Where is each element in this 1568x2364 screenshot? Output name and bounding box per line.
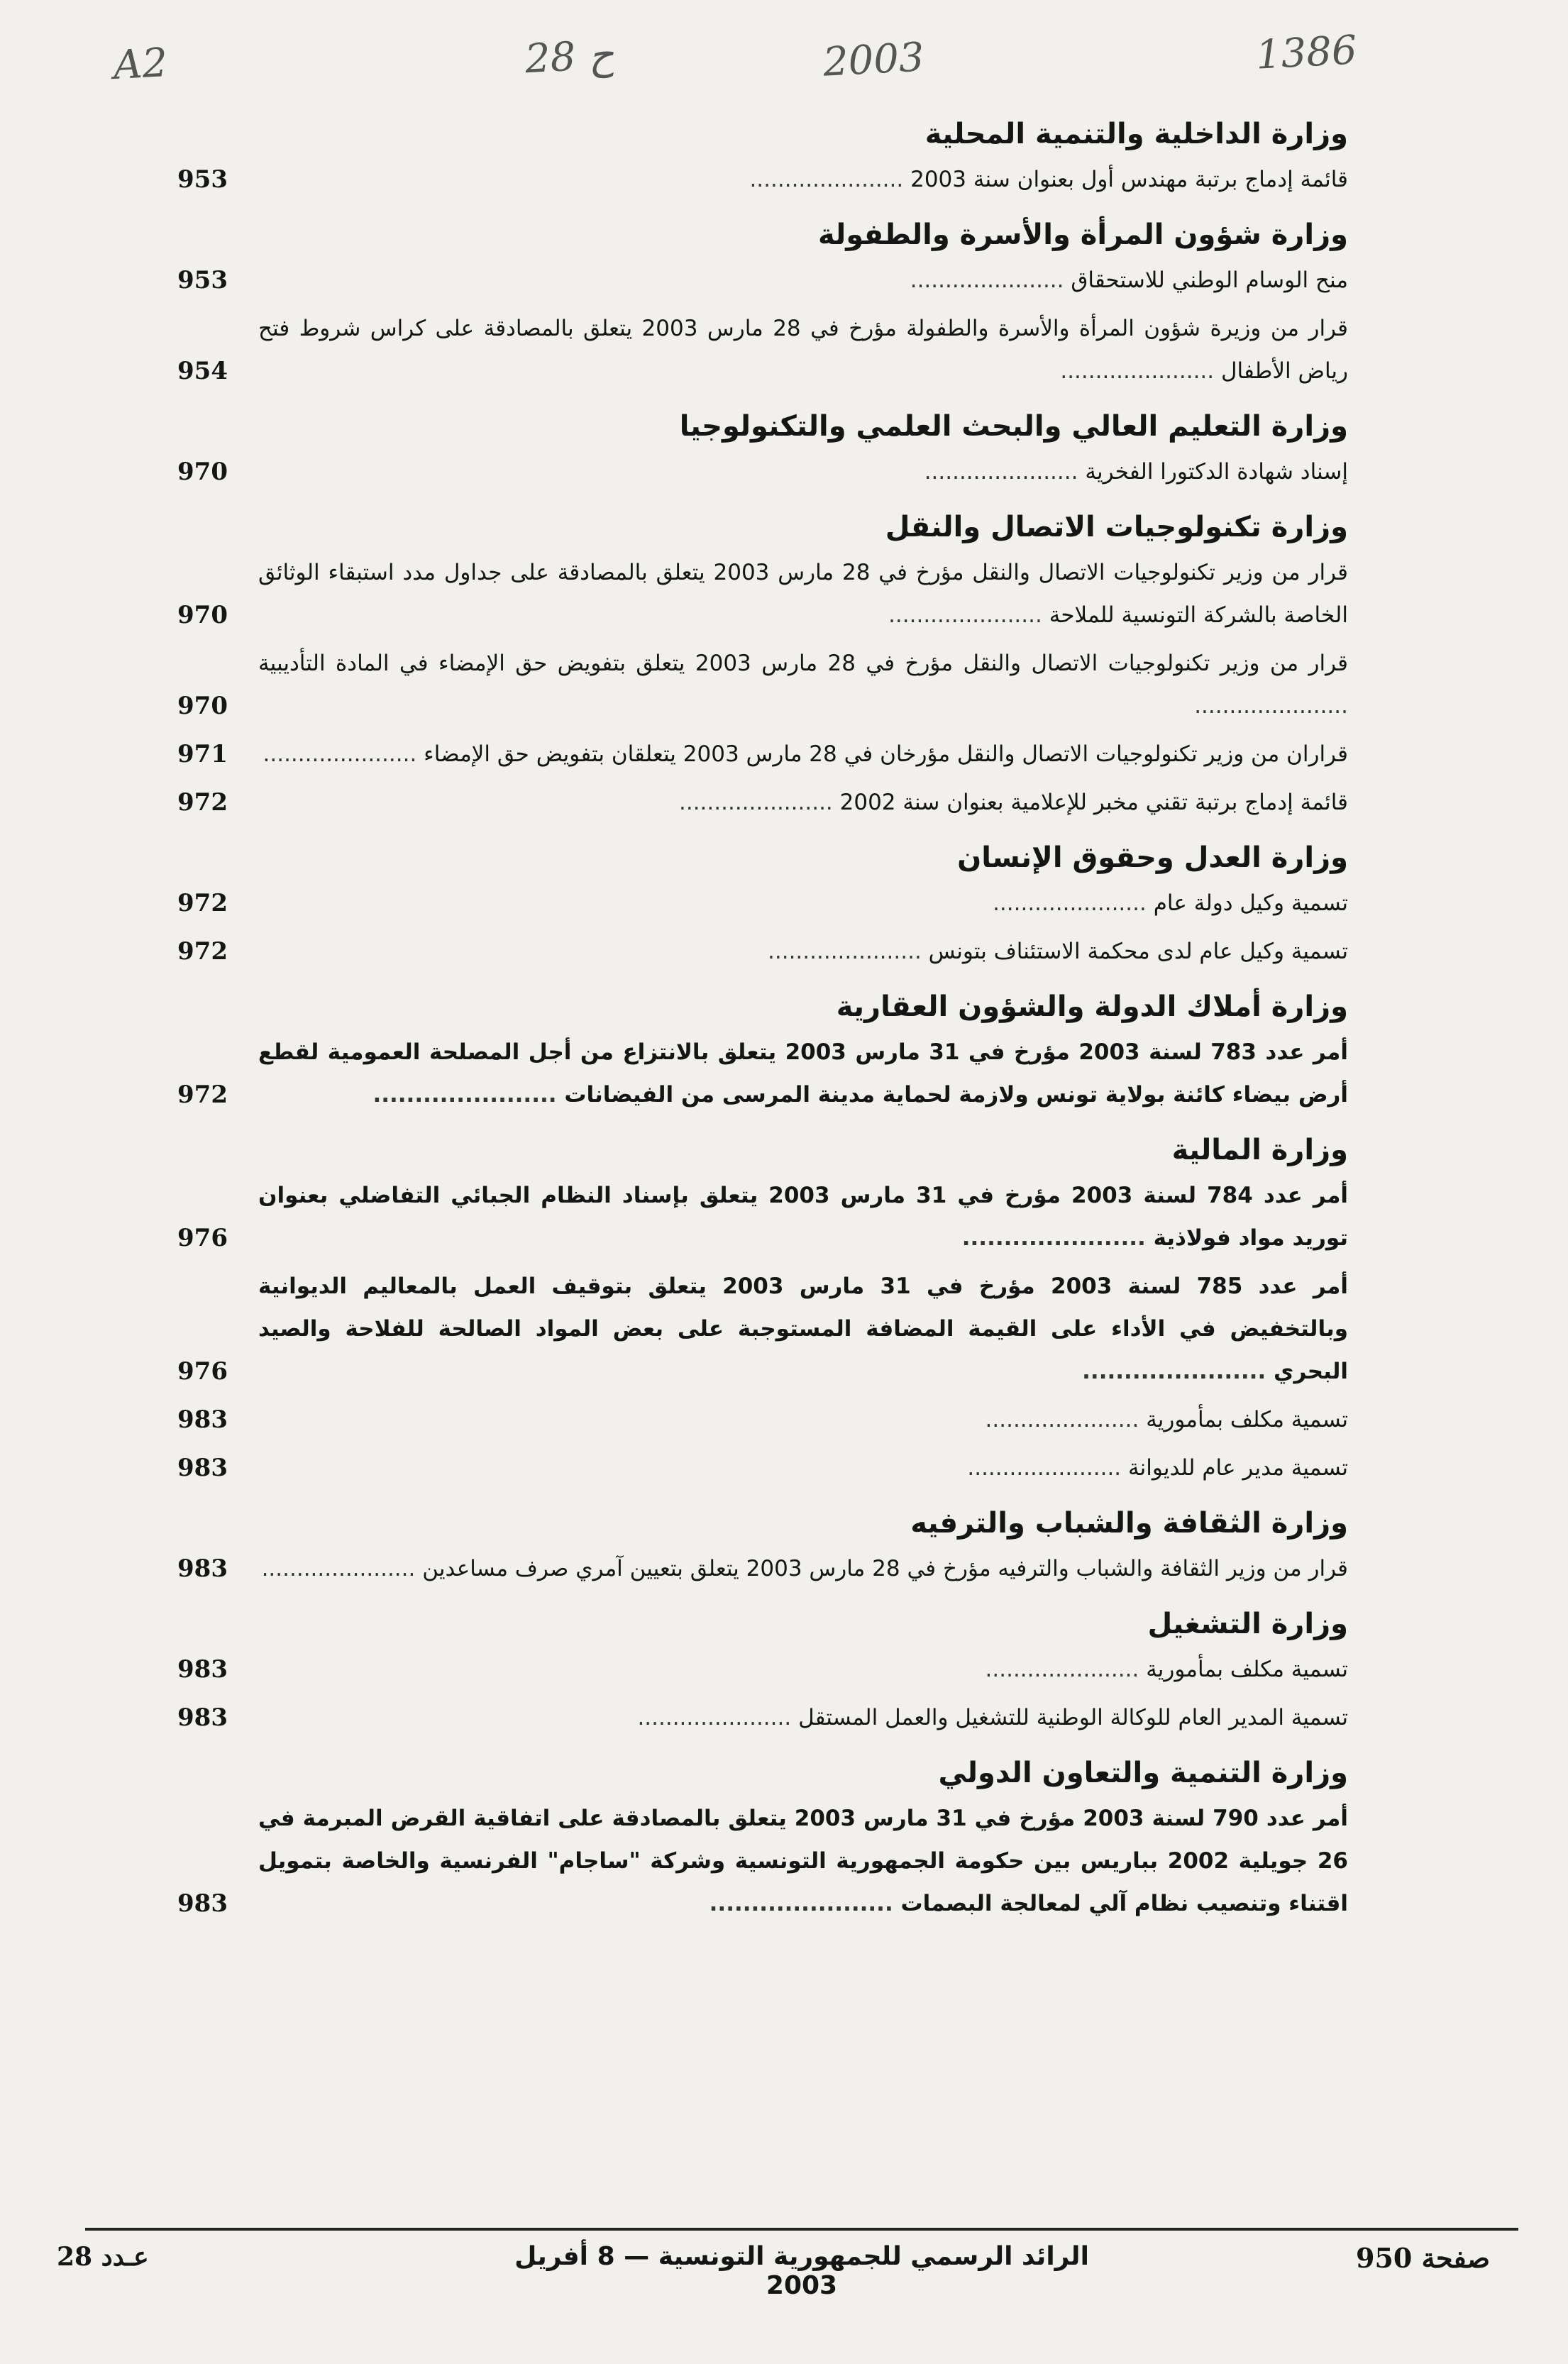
toc-entry xyxy=(177,781,1348,824)
entry-page-number: 976 xyxy=(177,1224,228,1252)
entry-text: قرار من وزيرة شؤون المرأة والأسرة والطفولة مؤرخ في 28 مارس 2003 يتعلق بالمصادقة على كراس شروط فتح رياض الأطفال xyxy=(258,316,1348,384)
entry-page-number: 983 xyxy=(177,1554,228,1583)
entry-text: أمر عدد 790 لسنة 2003 مؤرخ في 31 مارس 2003 يتعلق بالمصادقة على اتفاقية القرض المبرمة في 26 جويلية 2002 بباريس بين حكومة الجمهورية التونسية وشركة "ساجام" الفرنسية والخاصة بتمويل اقتناء وتنصيب نظام آلي لمعالجة البصمات xyxy=(258,1806,1348,1916)
toc-entry xyxy=(177,642,1348,727)
entry-page-number: 983 xyxy=(177,1454,228,1482)
leader-dots: ...................... xyxy=(749,167,911,192)
toc-section xyxy=(177,834,1348,973)
entry-text: قرار من وزير تكنولوجيات الاتصال والنقل مؤرخ في 28 مارس 2003 يتعلق بتفويض حق الإمضاء في المادة التأديبية xyxy=(258,651,1349,676)
toc-section xyxy=(177,1499,1348,1590)
handwritten-annotations xyxy=(0,28,1568,106)
section-title: وزارة التعليم العالي والبحث العلمي والتكنولوجيا xyxy=(679,410,1348,443)
entry-page-number: 972 xyxy=(177,788,228,817)
entry-text: تسمية مدير عام للديوانة xyxy=(1128,1455,1348,1481)
toc-section xyxy=(177,1600,1348,1739)
footer-divider xyxy=(85,2228,1518,2231)
entry-page-number: 971 xyxy=(177,740,228,768)
toc-entry xyxy=(177,733,1348,775)
journal-title: الرائد الرسمي للجمهورية التونسية — 8 أفريل 2003 xyxy=(514,2242,1089,2300)
toc-entry xyxy=(177,1265,1348,1393)
entry-text-container xyxy=(258,259,1348,302)
toc-entry xyxy=(177,451,1348,493)
toc-section xyxy=(177,1749,1348,1925)
leader-dots: ...................... xyxy=(1082,1359,1274,1384)
entry-text: إسناد شهادة الدكتورا الفخرية xyxy=(1085,459,1348,485)
entry-text-container xyxy=(258,1398,1348,1441)
entry-text: منح الوسام الوطني للاستحقاق xyxy=(1071,267,1348,293)
leader-dots: ...................... xyxy=(1060,358,1221,384)
section-title: وزارة الثقافة والشباب والترفيه xyxy=(910,1507,1348,1540)
entry-text-container xyxy=(258,307,1348,392)
entry-text-container xyxy=(258,642,1348,727)
entry-text-container xyxy=(258,781,1348,824)
entry-text-container xyxy=(258,930,1348,973)
entry-text-container xyxy=(258,882,1348,924)
entry-text: أمر عدد 783 لسنة 2003 مؤرخ في 31 مارس 2003 يتعلق بالانتزاع من أجل المصلحة العمومية لقطع أرض بيضاء كائنة بولاية تونس ولازمة لحماية مدينة المرسى من الفيضانات xyxy=(258,1039,1348,1108)
toc-entry xyxy=(177,882,1348,924)
entry-text-container xyxy=(258,1696,1348,1739)
entry-text: أمر عدد 784 لسنة 2003 مؤرخ في 31 مارس 2003 يتعلق بإسناد النظام الجبائي التفاضلي بعنوان توريد مواد فولاذية xyxy=(258,1183,1349,1251)
entry-page-number: 970 xyxy=(177,458,228,486)
handwritten-note: 28 ح xyxy=(524,31,615,83)
entry-text-container xyxy=(258,1265,1348,1393)
page-footer xyxy=(43,2242,1518,2300)
toc-entry xyxy=(177,1547,1348,1590)
page-number: صفحة 950 xyxy=(1356,2242,1490,2274)
handwritten-note: 1386 xyxy=(1254,27,1359,79)
toc-entry xyxy=(177,1447,1348,1489)
toc-entry xyxy=(177,158,1348,201)
section-title: وزارة شؤون المرأة والأسرة والطفولة xyxy=(817,219,1348,251)
leader-dots: ...................... xyxy=(263,741,424,767)
entry-page-number: 970 xyxy=(177,601,228,629)
toc-section xyxy=(177,503,1348,824)
entry-text-container xyxy=(258,1447,1348,1489)
leader-dots: ...................... xyxy=(985,1657,1147,1682)
leader-dots: ...................... xyxy=(768,939,929,964)
toc-section xyxy=(177,211,1348,392)
entry-page-number: 953 xyxy=(177,165,228,194)
entry-page-number: 970 xyxy=(177,692,228,720)
entry-text-container xyxy=(258,1648,1348,1691)
leader-dots: ...................... xyxy=(967,1455,1129,1481)
entry-text: قرار من وزير الثقافة والشباب والترفيه مؤرخ في 28 مارس 2003 يتعلق بتعيين آمري صرف مساعدين xyxy=(422,1556,1348,1581)
entry-text-container xyxy=(258,733,1348,775)
leader-dots: ...................... xyxy=(961,1225,1154,1251)
toc-section xyxy=(177,402,1348,493)
entry-text-container xyxy=(258,551,1348,636)
toc-entry xyxy=(177,1648,1348,1691)
leader-dots: ...................... xyxy=(888,602,1049,628)
entry-page-number: 983 xyxy=(177,1703,228,1732)
section-title: وزارة أملاك الدولة والشؤون العقارية xyxy=(836,990,1348,1023)
toc-entry xyxy=(177,551,1348,636)
leader-dots: ...................... xyxy=(985,1407,1147,1432)
entry-text: تسمية مكلف بمأمورية xyxy=(1146,1657,1348,1682)
entry-text-container xyxy=(258,451,1348,493)
entry-text: قائمة إدماج برتبة تقني مخبر للإعلامية بعنوان سنة 2002 xyxy=(839,790,1348,815)
toc-section xyxy=(177,983,1348,1116)
toc-section xyxy=(177,110,1348,201)
section-title: وزارة تكنولوجيات الاتصال والنقل xyxy=(885,511,1348,543)
entry-text: قرار من وزير تكنولوجيات الاتصال والنقل مؤرخ في 28 مارس 2003 يتعلق بالمصادقة على جداول مدد استبقاء الوثائق الخاصة بالشركة التونسية للملاحة xyxy=(258,560,1348,628)
entry-page-number: 983 xyxy=(177,1405,228,1434)
section-title: وزارة العدل وحقوق الإنسان xyxy=(957,841,1348,874)
entry-page-number: 976 xyxy=(177,1357,228,1386)
toc-entry xyxy=(177,1398,1348,1441)
entry-page-number: 983 xyxy=(177,1889,228,1918)
entry-text-container xyxy=(258,1547,1348,1590)
entry-page-number: 972 xyxy=(177,937,228,966)
entry-text: أمر عدد 785 لسنة 2003 مؤرخ في 31 مارس 2003 يتعلق بتوقيف العمل بالمعاليم الديوانية وبالتخفيض في الأداء على القيمة المضافة المستوجبة على بعض المواد الصالحة للفلاحة والصيد البحري xyxy=(258,1274,1348,1384)
section-title: وزارة التنمية والتعاون الدولي xyxy=(938,1757,1348,1789)
section-title: وزارة الداخلية والتنمية المحلية xyxy=(924,118,1348,150)
leader-dots: ...................... xyxy=(637,1705,799,1730)
handwritten-note: 2003 xyxy=(822,34,926,86)
entry-text: تسمية وكيل دولة عام xyxy=(1153,890,1348,916)
entry-text: تسمية وكيل عام لدى محكمة الاستئناف بتونس xyxy=(928,939,1348,964)
entry-page-number: 953 xyxy=(177,266,228,294)
entry-text: تسمية المدير العام للوكالة الوطنية للتشغيل والعمل المستقل xyxy=(798,1705,1348,1730)
leader-dots: ...................... xyxy=(709,1891,901,1916)
leader-dots: ...................... xyxy=(910,267,1071,293)
entry-page-number: 954 xyxy=(177,357,228,385)
entry-page-number: 972 xyxy=(177,889,228,917)
toc-section xyxy=(177,1126,1348,1489)
toc-entry xyxy=(177,1797,1348,1925)
entry-text: قراران من وزير تكنولوجيات الاتصال والنقل مؤرخان في 28 مارس 2003 يتعلقان بتفويض حق الإمضاء xyxy=(424,741,1348,767)
toc-entry xyxy=(177,930,1348,973)
toc-entry xyxy=(177,1031,1348,1116)
leader-dots: ...................... xyxy=(678,790,840,815)
leader-dots: ...................... xyxy=(261,1556,423,1581)
leader-dots: ...................... xyxy=(372,1082,565,1108)
handwritten-note: A2 xyxy=(112,40,169,89)
toc-entry xyxy=(177,307,1348,392)
entry-text-container xyxy=(258,1174,1348,1259)
toc-entry xyxy=(177,259,1348,302)
entry-text-container xyxy=(258,158,1348,201)
entry-page-number: 972 xyxy=(177,1081,228,1109)
entry-page-number: 983 xyxy=(177,1655,228,1684)
section-title: وزارة المالية xyxy=(1171,1134,1348,1166)
entry-text: تسمية مكلف بمأمورية xyxy=(1146,1407,1348,1432)
table-of-contents xyxy=(177,110,1348,1935)
entry-text-container xyxy=(258,1031,1348,1116)
entry-text-container xyxy=(258,1797,1348,1925)
toc-entry xyxy=(177,1174,1348,1259)
issue-number: عـدد 28 xyxy=(57,2242,149,2272)
section-title: وزارة التشغيل xyxy=(1147,1608,1348,1640)
leader-dots: ...................... xyxy=(993,890,1154,916)
leader-dots: ...................... xyxy=(1194,693,1348,719)
entry-text: قائمة إدماج برتبة مهندس أول بعنوان سنة 2003 xyxy=(910,167,1348,192)
leader-dots: ...................... xyxy=(924,459,1086,485)
toc-entry xyxy=(177,1696,1348,1739)
